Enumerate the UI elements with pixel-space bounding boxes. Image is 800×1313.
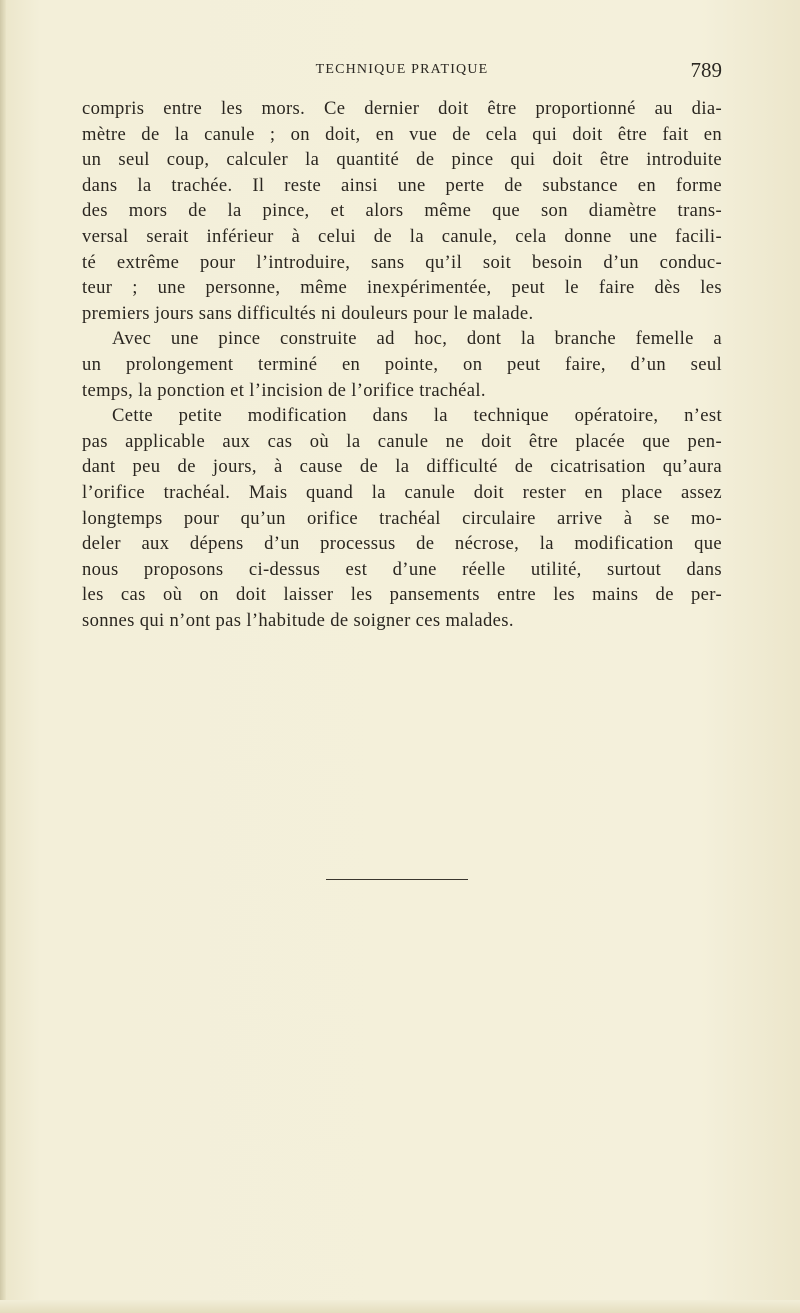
running-head [82, 58, 722, 86]
text-line: té extrême pour l’introduire, sans qu’il soit besoin d’un conduc- [82, 251, 722, 273]
text-line: versal serait inférieur à celui de la canule, cela donne une facili- [82, 225, 722, 247]
text-line: premiers jours sans difficultés ni douleurs pour le malade. [82, 302, 534, 324]
text-line: des mors de la pince, et alors même que son diamètre trans- [82, 200, 722, 222]
text-line: nous proposons ci-dessus est d’une réelle utilité, surtout dans [82, 558, 722, 580]
text-line: dans la trachée. Il reste ainsi une perte de substance en forme [82, 174, 722, 196]
text-line: Cette petite modification dans la technique opératoire, n’est [112, 405, 722, 427]
section-divider-rule [326, 879, 468, 880]
text-line: un prolongement terminé en pointe, on peut faire, d’un seul [82, 353, 722, 375]
page-bottom-edge [0, 1300, 800, 1313]
text-line: compris entre les mors. Ce dernier doit être proportionné au dia- [82, 98, 722, 119]
text-line: temps, la ponction et l’incision de l’orifice trachéal. [82, 379, 486, 401]
running-title: TECHNIQUE PRATIQUE [315, 62, 489, 77]
text-line: les cas où on doit laisser les pansements entre les mains de per- [82, 584, 722, 606]
text-line: deler aux dépens d’un processus de nécrose, la modification que [82, 533, 722, 555]
text-line: Avec une pince construite ad hoc, dont la branche femelle a [112, 328, 722, 350]
text-line: longtemps pour qu’un orifice trachéal circulaire arrive à se mo- [82, 507, 722, 529]
body-text [82, 96, 722, 633]
text-line: pas applicable aux cas où la canule ne doit être placée que pen- [82, 430, 722, 452]
text-line: sonnes qui n’ont pas l’habitude de soigner ces malades. [82, 609, 514, 631]
page-left-edge [0, 0, 6, 1313]
page-number: 789 [690, 58, 722, 82]
text-line: dant peu de jours, à cause de la difficulté de cicatrisation qu’aura [82, 456, 722, 478]
text-line: mètre de la canule ; on doit, en vue de cela qui doit être fait en [82, 123, 722, 145]
text-line: l’orifice trachéal. Mais quand la canule doit rester en place assez [82, 481, 722, 503]
text-line: teur ; une personne, même inexpérimentée, peut le faire dès les [82, 277, 722, 299]
text-line: un seul coup, calculer la quantité de pince qui doit être introduite [82, 149, 722, 171]
